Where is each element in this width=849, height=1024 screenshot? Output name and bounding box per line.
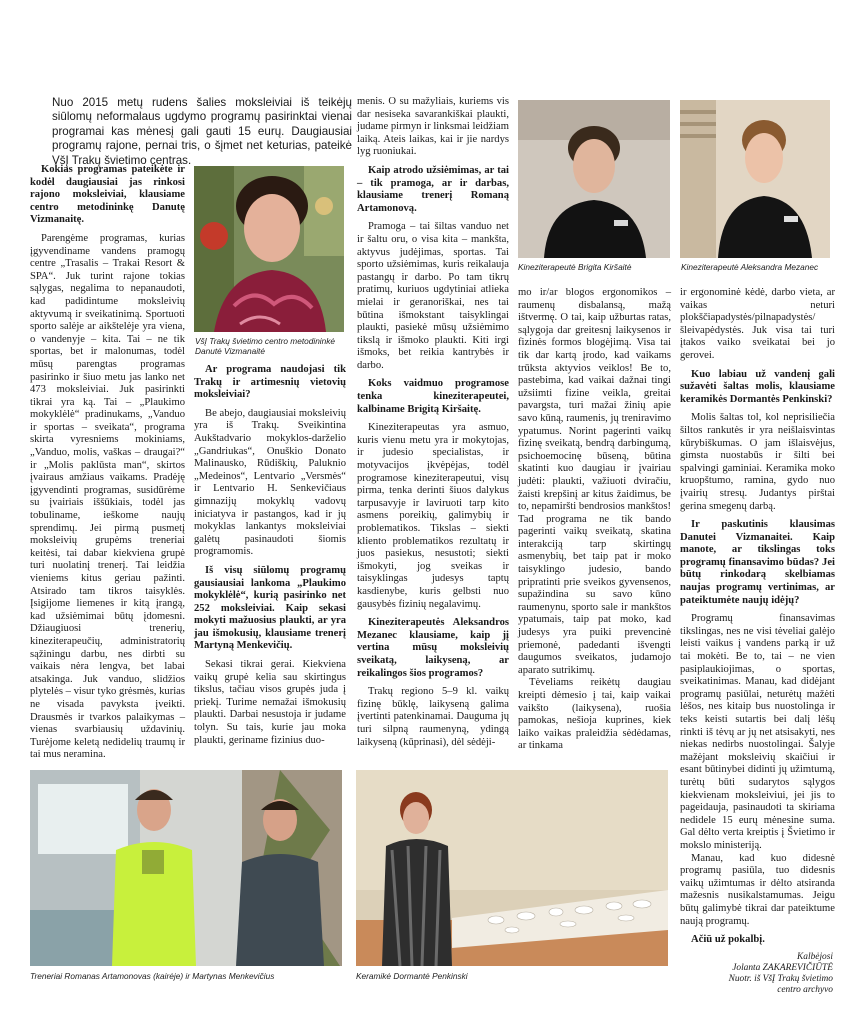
sign-off bbox=[663, 952, 833, 996]
portrait-image bbox=[194, 166, 344, 332]
photo-brigita-kirsaite bbox=[518, 100, 670, 258]
column-4 bbox=[518, 287, 672, 752]
answer-6-end: ir ergonominė kėdė, darbo vieta, ar vaikas neturi plokščiapadystės/pilnapadystės/šleivapėdystės. Juk visa tai turi įtakos vaiko sveikatai bei jo gerovei. bbox=[680, 287, 835, 361]
answer-1: Parengėme programas, kurias įgyvendiname vandens pramogų centre „Trasalis – Trakai Resort & SPA“. Juk turint rajone tokias sąlygas, negalima to nepanaudoti, kad padidintume moksleivių aktyvumą ir sveikatinimą. Sportuoti sporto salėje ar aikštelėje yra viena, o vandenyje – kita. Tai – ne tik sportas, bet ir malonumas, todėl mūsų parengtas programas pasirinko ir šiuo metu jas lanko net 473 moksleiviai. Juk pasirinkti tikrai yra ką. Tai – „Plaukimo mokyklėlė“ pradinukams, „Vanduo ir sportas – sveikata“, programa skirta vyresniems mokiniams, „Vanduo, molis, vaškas – draugai?“ ir „Molis paklūsta man“, skirtos įvairaus amžiaus vaikams. Pradėję įgyvendinti programas, susidūrėme su įvairiais iššūkiais, todėl jas tobuliname, ieškome naujų sprendimų. Jei pirmą pusmetį moksleivių grupėms treneriai keitėsi, tai dabar kiekviena grupė turi nuolatinį trenerį. Tai leidžia vieniems kitus geriau pažinti. Atsirado tam tikros taisyklės. Įsigijome liemenes ir kitą įrangą, kad užsiėmimai būtų įdomesni. Džiaugiuosi trenerių, kineziterapeučių, administratorių sąžiningu darbu, nes dirbti su vaikais nėra lengva, bet labai atsakinga. Juk vanduo, slidžios plytelės – visur tyko grėsmės, kurias ne visada pavyksta įveikti. Drausmės ir tvarkos palaikymas – vienas svarbiausių uždavinių. Turėjome keletą nedidelių traumų ir tai mus neramina. bbox=[30, 232, 185, 761]
answer-3-cont: menis. O su mažyliais, kuriems vis dar nesiseka savarankiškai plaukti, judame pirmyn ir linksmai leidžiam laiką. Ateis laikas, kai ir jie nardys lyg ruoniukai. bbox=[357, 96, 509, 158]
answer-3: Sekasi tikrai gerai. Kiekviena vaikų grupė kelia sau skirtingus tikslus, tačiau visos grupės juda į priekį. Turime nemažai išmokusių plaukti. Darbai nesustoja ir judame tolyn. Su tais, kurie jau moka plaukti, geriname fizinius duo- bbox=[194, 659, 346, 746]
question-6: Kineziterapeutės Aleksandros Mezanec klausiame, kaip jį vertina mūsų moksleivių sveikatą, laikyseną, ar reikalingos šios programos? bbox=[357, 617, 509, 679]
question-1: Kokias programas pateikėte ir kodėl daugiausiai jas rinkosi rajono moksleiviai, klausiame centro metodininkę Danutę Vizmanaitę. bbox=[30, 164, 185, 226]
coaches-image bbox=[30, 770, 342, 966]
answer-6-cont: mo ir/ar blogos ergonomikos – raumenų disbalansą, mažą ištvermę. O tai, kaip užburtas ratas, sąlygoja dar greitesnį laikysenos ir fizinės formos blogėjimą. Visa tai tik dar kartą įrodo, kad vaikams trūksta aktyvios veiklos! Be to, pastebima, kad vaikai dažnai tingi užsiimti fizine veikla, greitai pavargsta, turi mažai žinių apie savo kūną, raumenis, jų treniravimo ypatumus. Norint pagerinti vaikų fizinę sveikatą, bendrą darbingumą, psichoemocinę būseną, būtina skatinti kuo daugiau ir įvairiau judėti: plaukti, važiuoti dviračiu, žaisti krepšinį ar kitus žaidimus, be to, nepamiršti bendrosios mankštos! Tad programa ne tik bando pagerinti vaikų sveikatą, skatina interakciją tarp skirtingų asmenybių, bet taip pat ir moko taisyklingo judesio, bando pripratinti prie sveikos gyvensenos, supažindina su savo kūno raumenynu, sporto sale ir mankštos ypatumais, taip pat moko, kad judesys yra puiki prevencinė priemonė, padedanti išvengti daugumos sveikatos, judamojo aparato sutrikimų. bbox=[518, 287, 672, 676]
question-2: Ar programa naudojasi tik Trakų ir artimesnių vietovių moksleiviai? bbox=[194, 364, 346, 401]
caption-brigita-text: Kineziterapeutė Brigita Kiršaitė bbox=[518, 262, 632, 272]
answer-5: Kineziterapeutas yra asmuo, kuris vienu metu yra ir mokytojas, ir judesio specialistas, ir motyvacijos įkvėpėjas, todėl programose kineziterapeutui, visų pirma, tenka derinti šiuos dalykus tarpusavyje ir laviruoti tarp kito asmens poreikių, galimybių ir problematikos. Tikslas – siekti kliento problematikos rezultatų ir juos pasiekus, nesustoti; siekti išmokyti, jog sveikas ir taisyklingas judesys taptų kasdienybe, kuris gelbsti nuo gausybės fizinių negalavimų. bbox=[357, 422, 509, 610]
answer-7: Molis šaltas tol, kol neprisiliečia šiltos rankutės ir yra neišlaisvintas kūrybiškumas. O jam išlaisvėjus, gimsta nuostabūs ir šilti bei spalvingi gaminiai. Keramika moko kruopštumo, ramina, gydo nuo įvairių stresų. Judantys pirštai gerina smegenų darbą. bbox=[680, 412, 835, 512]
intro-paragraph bbox=[52, 96, 352, 167]
caption-ceramics bbox=[356, 971, 576, 981]
ceramics-image bbox=[356, 770, 668, 966]
answer-2: Be abejo, daugiausiai moksleivių yra iš Trakų. Sveikintina Aukštadvario mokyklos-darželio „Gandriukas“, Onuškio Donato Malinausko, Rūdiškių, Paluknio „Medeinos“, Lentvario „Versmės“ ir Lentvario H. Senkevičiaus gimnazijų mokyklų vadovų iniciatyva ir pastangos, kad ir jų mokyklas lankantys moksleiviai galėtų pasinaudoti šiomis programomis. bbox=[194, 407, 346, 558]
caption-coaches bbox=[30, 971, 350, 981]
answer-8: Programų finansavimas tikslingas, nes ne visi tėveliai galėjo leisti vaikus į vandens parką ir už tai mokėti. Be to, tai – ne vien pasiplaukiojimas, o sportas, sveikatinimas. Manau, kad didėjant programų pasiūlai, neturėtų mažėti lėšos, nes kitaip bus nuostolinga ir teks keisti sutartis bei dalį lėšų rinkti iš tėvų ar jų net atsisakyti, nes niekas nedirbs nuostolingai. Šalyje mažėjant moksleivių skaičiui ir esant būtinybei didinti jų užimtumą, turėtų būti sudarytos sąlygos kiekvienam moksleiviui, jei jis to pageidauja, pasinaudoti ta skiriama nedidele 15 eurų mėnesine suma. Gal dėlto verta kreiptis į Švietimo ir mokslo ministeriją. bbox=[680, 613, 835, 851]
portrait-image bbox=[518, 100, 670, 258]
caption-aleksandra bbox=[681, 262, 841, 272]
question-4: Kaip atrodo užsiėmimas, ar tai – tik pramoga, ar ir darbas, klausiame trenerį Romaną Artamonovą. bbox=[357, 164, 509, 214]
thanks-line: Ačiū už pokalbį. bbox=[691, 934, 765, 946]
signoff-line-4: centro archyvo bbox=[777, 985, 833, 995]
photo-danute-vizmanaite bbox=[194, 166, 344, 332]
column-5 bbox=[680, 287, 835, 947]
caption-aleksandra-text: Kineziterapeutė Aleksandra Mezanec bbox=[681, 262, 819, 272]
answer-6: Trakų regiono 5–9 kl. vaikų fizinę būklę, laikyseną galima įvertinti patenkinamai. Dauguma jų turi silpną raumenyną, ydingą laikyseną (kūprinasi), dėl sėdėji- bbox=[357, 686, 509, 748]
caption-brigita bbox=[518, 262, 673, 272]
question-8: Ir paskutinis klausimas Danutei Vizmanaitei. Kaip manote, ar tikslingas toks programų finansavimo būdas? Jei būtų rinkodarą skelbiamas naujas programų vertinimas, ar pateiktumėte naujų idėjų? bbox=[680, 519, 835, 606]
column-3 bbox=[357, 96, 509, 746]
signoff-author: Jolanta ZAKAREVIČIŪTĖ bbox=[732, 963, 833, 973]
question-7: Kuo labiau už vandenį gali sužavėti šaltas molis, klausiame keramikės Dormantės Penkinski? bbox=[680, 368, 835, 405]
portrait-image bbox=[680, 100, 830, 258]
column-2 bbox=[194, 364, 346, 746]
answer-6-parents: Tėveliams reikėtų daugiau kreipti dėmesio į tai, kaip vaikai vaikšto (laikysena), ruošia pamokas, nešioja kuprines, kiek laiko vaikas praleidžia sėdėdamas, ar tinkama bbox=[518, 677, 671, 752]
answer-4: Pramoga – tai šiltas vanduo net ir šaltu oru, o visa kita – mankšta, aktyvus judėjimas, sportas. Tai sporto užsiėmimas, kuris reikalauja pastangų ir darbo. Po tam tikrų pratimų, kuriuos ugdytiniai atlieka mielai ir geranoriškai, nes tai būtina išmokstant taisyklingai plaukti, pasiekė mūsų užsiėmimo tikslą ir išmoko plaukti. Kiti irgi išmoks, bet reikia kantrybės ir darbo. bbox=[357, 221, 509, 371]
photo-aleksandra-mezanec bbox=[680, 100, 830, 258]
question-5: Koks vaidmuo programose tenka kineziterapeutei, kalbiname Brigitą Kiršaitę. bbox=[357, 378, 509, 415]
answer-8-cont: Manau, kad kuo didesnė programų pasiūla, tuo didesnis vaikų užimtumas ir dėlto atsiranda mažesnis nusikalstamumas. Jeigu būtų galimybė tikrai dar pateiktume naują programų. bbox=[680, 852, 835, 927]
intro-text: Nuo 2015 metų rudens šalies moksleiviai iš teikėjų siūlomų neformalaus ugdymo programų pasirinktai vienai programai kas mėnesį gali gauti 15 eurų. Daugiausiai programų rajone, pernai tris, o šįmet net keturias, pateikė VšĮ Trakų švietimo centras. bbox=[52, 96, 352, 167]
caption-coaches-text: Treneriai Romanas Artamonovas (kairėje) ir Martynas Menkevičius bbox=[30, 971, 275, 981]
column-1 bbox=[30, 164, 185, 761]
caption-danute-text: VšĮ Trakų švietimo centro metodininkė Danutė Vizmanaitė bbox=[195, 336, 336, 356]
caption-ceramics-text: Keramikė Dormantė Penkinski bbox=[356, 971, 468, 981]
photo-coaches bbox=[30, 770, 342, 966]
signoff-line-3: Nuotr. iš VšĮ Trakų švietimo bbox=[728, 974, 833, 984]
question-3: Iš visų siūlomų programų gausiausiai lankoma „Plaukimo mokyklėlė“, kurią pasirinko net 252 moksleiviai. Kaip sekasi mokyti mažuosius plaukti, ar yra jau išmokusių, klausiame trenerį Martyną Menkevičių. bbox=[194, 564, 346, 652]
photo-ceramics bbox=[356, 770, 668, 966]
signoff-line-1: Kalbėjosi bbox=[797, 952, 833, 962]
caption-danute bbox=[195, 336, 355, 356]
